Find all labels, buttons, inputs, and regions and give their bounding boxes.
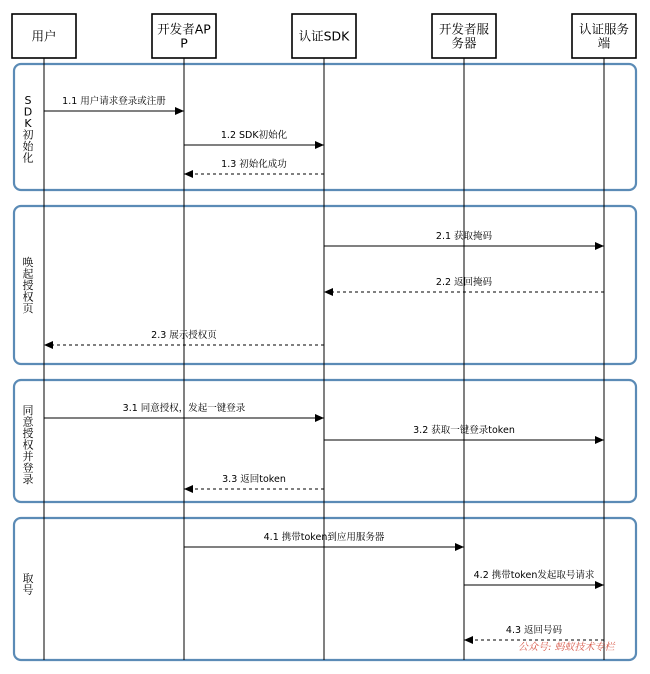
actor-label-sdk: 认证SDK <box>298 28 350 44</box>
phase-box-sdk-init <box>14 64 636 190</box>
actor-label-auth: 认证服务端 <box>578 21 630 51</box>
phase-box-invoke-auth <box>14 206 636 364</box>
actors <box>12 14 636 58</box>
phase-label-sdk-init: S D K 初始化 <box>22 94 34 165</box>
message-label-2-1: 2.1 获取掩码 <box>435 231 493 242</box>
actor-label-user: 用户 <box>31 28 57 44</box>
phase-label-invoke-auth: 唤起授权页 <box>22 256 34 315</box>
message-label-1-3: 1.3 初始化成功 <box>221 159 287 170</box>
phase-label-agree-login: 同意授权并登录 <box>22 404 34 486</box>
actor-label-server: 开发者服务器 <box>438 21 490 51</box>
message-label-3-1: 3.1 同意授权，发起一键登录 <box>122 403 246 414</box>
message-label-3-2: 3.2 获取一键登录token <box>413 425 515 436</box>
message-label-4-1: 4.1 携带token到应用服务器 <box>263 532 385 543</box>
phase-label-get-number: 取号 <box>22 572 34 597</box>
message-label-1-1: 1.1 用户请求登录或注册 <box>62 96 166 107</box>
message-label-2-3: 2.3 展示授权页 <box>151 330 217 341</box>
phase-box-agree-login <box>14 380 636 502</box>
actor-label-app: 开发者AP P <box>157 21 211 51</box>
message-label-4-2: 4.2 携带token发起取号请求 <box>473 570 595 581</box>
watermark-text: 公众号: 蚂蚁技术专栏 <box>518 642 615 653</box>
watermark <box>518 641 616 653</box>
message-label-4-3: 4.3 返回号码 <box>505 625 563 636</box>
message-label-1-2: 1.2 SDK初始化 <box>220 130 288 141</box>
message-label-3-3: 3.3 返回token <box>222 474 286 485</box>
message-label-2-2: 2.2 返回掩码 <box>435 277 493 288</box>
